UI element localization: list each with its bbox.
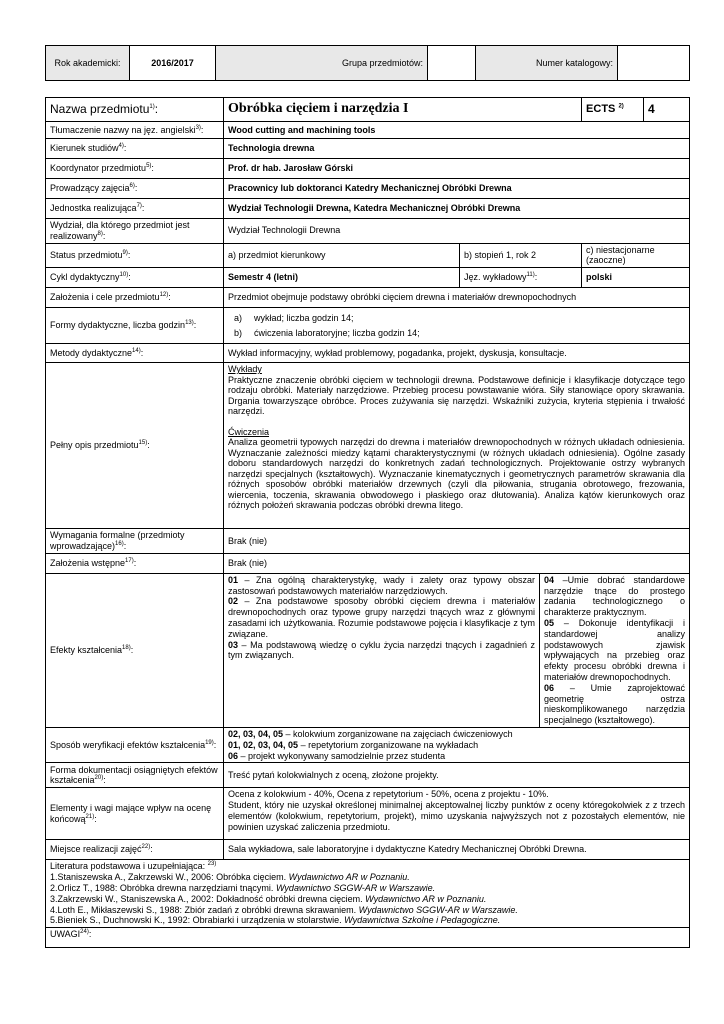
status-c: c) niestacjonarne (zaoczne): [582, 243, 690, 268]
jez-label-cell: Jęz. wykładowy$^{11)}$:: [460, 268, 582, 288]
forma-label-cell: Forma dokumentacji osiągniętych efektów kształcenia$^{20)}$:: [46, 763, 224, 788]
jedn-sup: 7): [136, 203, 142, 210]
lit-text: 1.Staniszewska A., Zakrzewski W., 2006: Obróbka cięciem.: [50, 872, 289, 883]
formy-b-letter: b): [234, 328, 243, 339]
lit-item: [50, 883, 685, 894]
spos-text: – kolokwium zorganizowane na zajęciach ćwiczeniowych: [283, 728, 513, 739]
cykl-label-cell: Cykl dydaktyczny$^{10)}$:: [46, 268, 224, 288]
grupa-value: [428, 46, 476, 81]
efekt-text: – Zna podstawowe sposoby obróbki cięciem drewna i materiałów drewnopochodnych oraz typowe grupy narzędzi tnących wraz z głównymi zasadami ich użytkowania. Rozumie podstawowe pojęcia i klasyfikacje z tym związane.: [228, 596, 535, 639]
lit-pub: Wydawnictwo AR w Poznaniu.: [288, 872, 410, 883]
cykl-sup: 10): [119, 272, 129, 279]
prow-label: Prowadzący zajęcia: [50, 183, 130, 194]
opis-cw-title: Ćwiczenia: [228, 426, 270, 437]
efekt-text: – Zna ogólną charakterystykę, wady i zalety oraz typowy obszar zastosowań podstawowych materiałów narzędziowych.: [228, 574, 535, 596]
opis-cw-text: Analiza geometrii typowych narzędzi do drewna i materiałów drewnopochodnych w różnych układach odniesienia. Wyznaczanie zależności miedzy kątami charakterystycznymi (w różnych układach odniesienia). Ogólne zasady doboru standardowych narzędzi do konkretnych zadań technologicznych. Projektowanie ostrzy wybranych narzędzi specjalnych (kształtowych). Wyznaczanie kinematycznych i geometrycznych parametrów skrawania dla różnych sposobów obróbki materiałów drzewnych (czyli dla piłowania, strugania obrotowego, frezowania, wiercenia, toczenia, skrawania obwodowego i płaskiego oraz dłutowania). Analiza kątów kierunkowych oraz różnych położeń skrawania podczas obróbki drewna litego.: [228, 437, 686, 511]
spos-line: [228, 751, 685, 762]
zalwst-label-cell: Założenia wstępne$^{17)}$:: [46, 553, 224, 573]
lit-text: 3.Zakrzewski W., Staniszewska A., 2002: Dokładność obróbki drewna cięciem.: [50, 893, 366, 904]
metody-value: Wykład informacyjny, wykład problemowy, pogadanka, projekt, dyskusja, konsultacje.: [224, 344, 690, 363]
opis-sup: 15): [138, 440, 148, 447]
lit-item: [50, 915, 685, 926]
efekt-num: 02: [228, 596, 239, 607]
opis-label-cell: Pełny opis przedmiotu$^{15)}$:: [46, 363, 224, 529]
kier-value: Technologia drewna: [224, 139, 690, 159]
uwagi-sup: 24): [80, 929, 89, 936]
wym-label: Wymagania formalne (przedmioty wprowadzające): [50, 530, 185, 551]
forma-sup: 20): [94, 775, 104, 782]
efekt-num: 03: [228, 639, 239, 650]
koord-sup: 5): [146, 163, 152, 170]
prow-sup: 6): [129, 183, 135, 190]
spos-num: 06: [228, 750, 239, 761]
formy-a-letter: a): [234, 313, 243, 324]
grupa-label: Grupa przedmiotów:: [216, 46, 428, 81]
spos-line: [228, 729, 685, 740]
wydz-label: Wydział, dla którego przedmiot jest realizowany: [50, 220, 190, 241]
spos-value-cell: [224, 727, 690, 762]
efekty-right-cell: [540, 573, 690, 727]
lit-item: [50, 894, 685, 905]
formy-sup: 13): [185, 320, 194, 327]
lit-item: [50, 872, 685, 883]
lit-item: [50, 905, 685, 916]
miejsce-label: Miejsce realizacji zajęć: [50, 844, 142, 855]
lit-pub: Wydawnictwo SGGW-AR w Warszawie.: [358, 904, 518, 915]
rok-label: Rok akademicki:: [46, 46, 130, 81]
cykl-value: Semestr 4 (letni): [224, 268, 460, 288]
opis-wyk-text: Praktyczne znaczenie obróbki cięciem w technologii drewna. Podstawowe definicje i klasyfikacje dotyczące tego rodzaju obróbki. Materiały narzędziowe. Przebieg procesu powstawanie wióra. Siły stanowiące opory skrawania. Drgania towarzyszące obróbce. Proces zużywania się narzędzi. Wskaźniki zużycia, kryteria stępienia i trwałość narzędzi.: [228, 374, 686, 417]
ects-label-cell: [582, 98, 644, 122]
lit-pub: Wydawnictwo SGGW-AR w Warszawie.: [275, 882, 436, 893]
tlum-label-cell: Tłumaczenie nazwy na jęz. angielski$^{3)}$:: [46, 122, 224, 139]
jez-value: polski: [582, 268, 690, 288]
lit-label: Literatura podstawowa i uzupełniająca:: [50, 861, 206, 872]
efekt-num: 05: [544, 617, 555, 628]
wydz-label-cell: Wydział, dla którego przedmiot jest realizowany$^{8)}$:: [46, 219, 224, 244]
tlum-value: Wood cutting and machining tools: [224, 122, 690, 139]
forma-label: Forma dokumentacji osiągniętych efektów kształcenia: [50, 764, 218, 786]
koord-value: Prof. dr hab. Jarosław Górski: [224, 159, 690, 179]
metody-label-cell: Metody dydaktyczne$^{14)}$:: [46, 344, 224, 363]
lit-text: 5.Bieniek S., Duchnowski K., 1992: Obrabiarki i urządzenia w stolarstwie.: [50, 915, 345, 926]
elem-sup: 21): [85, 813, 95, 820]
kier-label: Kierunek studiów: [50, 143, 119, 154]
efekt-item: [544, 618, 685, 683]
jedn-value: Wydział Technologii Drewna, Katedra Mechanicznej Obróbki Drewna: [224, 199, 690, 219]
spos-text: – repetytorium zorganizowane na wykładach: [298, 739, 479, 750]
spos-sup: 19): [205, 739, 214, 746]
koord-label: Koordynator przedmiotu: [50, 163, 147, 174]
wym-sup: 16): [115, 540, 124, 547]
efekty-label: Efekty kształcenia: [50, 644, 123, 655]
opis-wyk-title: Wykłady: [228, 364, 262, 375]
efekt-num: 04: [544, 574, 555, 585]
jez-sup: 11): [526, 272, 535, 279]
status-sup: 9): [122, 249, 128, 256]
wym-label-cell: Wymagania formalne (przedmioty wprowadzające)$^{16)}$:: [46, 529, 224, 554]
zalwst-sup: 17): [125, 557, 134, 564]
course-table: [45, 97, 690, 948]
prow-value: Pracownicy lub doktoranci Katedry Mechanicznej Obróbki Drewna: [224, 179, 690, 199]
formy-value-cell: [224, 308, 690, 344]
elem-value-cell: [224, 788, 690, 840]
miejsce-label-cell: Miejsce realizacji zajęć$^{22)}$:: [46, 840, 224, 860]
lit-header: [50, 861, 685, 872]
course-title: Obróbka cięciem i narzędzia I: [224, 98, 582, 122]
efekt-num: 01: [228, 574, 239, 585]
metody-label: Metody dydaktyczne: [50, 347, 133, 358]
nazwa-sup: 1): [149, 104, 155, 111]
numer-value: [618, 46, 690, 81]
efekty-label-cell: Efekty kształcenia$^{18)}$:: [46, 573, 224, 727]
formy-a-text: wykład; liczba godzin 14;: [254, 313, 354, 324]
formy-b-text: ćwiczenia laboratoryjne; liczba godzin 14;: [254, 328, 420, 339]
jez-label: Jęz. wykładowy: [464, 272, 527, 283]
nazwa-label-cell: Nazwa przedmiotu$^{1)}$:: [46, 98, 224, 122]
koord-label-cell: Koordynator przedmiotu$^{5)}$:: [46, 159, 224, 179]
formy-label-cell: Formy dydaktyczne, liczba godzin$^{13)}$:: [46, 308, 224, 344]
efekt-num: 06: [544, 682, 555, 693]
status-a: a) przedmiot kierunkowy: [224, 243, 460, 268]
efekt-item: [228, 640, 535, 662]
wydz-value: Wydział Technologii Drewna: [224, 219, 690, 244]
efekt-text: – Dokonuje identyfikacji i standardowej analizy podstawowych zjawisk wpływających na przebieg oraz efekty procesu obróbki drewna i materiałów drewnopochodnych.: [544, 617, 686, 682]
efekty-left-cell: [224, 573, 540, 727]
opis-value-cell: [224, 363, 690, 529]
formy-item-b: [228, 328, 685, 339]
status-b: b) stopień 1, rok 2: [460, 243, 582, 268]
efekt-item: [544, 683, 685, 726]
elem-label: Elementy i wagi mające wpływ na ocenę końcową: [50, 803, 212, 824]
elem-label-cell: Elementy i wagi mające wpływ na ocenę końcową$^{21)}$:: [46, 788, 224, 840]
lit-cell: [46, 860, 690, 928]
elem-line2: Student, który nie uzyskał określonej minimalnej akceptowalnej liczby punktów z oceny któregokolwiek z z trzech elementów (kolokwium, repetytorium, projekt), mimo uzyskania najwyższych not z pozostałych elementów, nie powinien uzyskać zaliczenia przedmiotu.: [228, 800, 686, 832]
ects-sup: 2): [618, 103, 624, 110]
miejsce-value: Sala wykładowa, sale laboratoryjne i dydaktyczne Katedry Mechanicznej Obróbki Drewna.: [224, 840, 690, 860]
jedn-label-cell: Jednostka realizująca$^{7)}$:: [46, 199, 224, 219]
efekt-item: [544, 575, 685, 618]
formy-item-a: [228, 312, 685, 328]
wydz-sup: 8): [97, 230, 103, 237]
zal-sup: 12): [159, 292, 169, 299]
lit-text: 4.Loth E., Mikłaszewski S., 1988: Zbiór zadań z obróbki drewna skrawaniem.: [50, 904, 359, 915]
ects-value: 4: [644, 98, 690, 122]
tlum-sup: 3): [195, 124, 201, 131]
spos-label-cell: Sposób weryfikacji efektów kształcenia$^{19)}$:: [46, 727, 224, 762]
status-label: Status przedmiotu: [50, 249, 123, 260]
lit-sup: 23): [207, 861, 217, 868]
spos-text: – projekt wykonywany samodzielnie przez studenta: [238, 750, 446, 761]
tlum-label: Tłumaczenie nazwy na jęz. angielski: [50, 124, 196, 135]
miejsce-sup: 22): [141, 844, 151, 851]
ects-label: ECTS: [586, 102, 616, 115]
zal-value: Przedmiot obejmuje podstawy obróbki cięciem drewna i materiałów drewnopochodnych: [224, 288, 690, 308]
metody-sup: 14): [132, 347, 141, 354]
efekt-text: – Ma podstawową wiedzę o cyklu życia narzędzi tnących i zagadnień z tym związanych.: [228, 639, 535, 661]
zal-label-cell: Założenia i cele przedmiotu$^{12)}$:: [46, 288, 224, 308]
kier-sup: 4): [118, 143, 124, 150]
formy-label: Formy dydaktyczne, liczba godzin: [50, 320, 186, 331]
header-table: [45, 45, 690, 81]
nazwa-label: Nazwa przedmiotu: [50, 102, 150, 117]
prow-label-cell: Prowadzący zajęcia$^{6)}$:: [46, 179, 224, 199]
wym-value: Brak (nie): [224, 529, 690, 554]
zalwst-value: Brak (nie): [224, 553, 690, 573]
cykl-label: Cykl dydaktyczny: [50, 272, 120, 283]
spos-label: Sposób weryfikacji efektów kształcenia: [50, 739, 206, 750]
kier-label-cell: Kierunek studiów$^{4)}$:: [46, 139, 224, 159]
uwagi-label: UWAGI: [50, 929, 81, 940]
rok-value: 2016/2017: [130, 46, 216, 81]
lit-text: 2.Orlicz T., 1988: Obróbka drewna narzędziami tnącymi.: [50, 882, 276, 893]
zal-label: Założenia i cele przedmiotu: [50, 292, 160, 303]
efekty-sup: 18): [122, 644, 131, 651]
opis-label: Pełny opis przedmiotu: [50, 440, 139, 451]
forma-value: Treść pytań kolokwialnych z oceną, złożone projekty.: [224, 763, 690, 788]
efekt-item: [228, 596, 535, 639]
jedn-label: Jednostka realizująca: [50, 203, 137, 214]
lit-pub: Wydawnictwa Szkolne i Pedagogiczne.: [344, 915, 501, 926]
uwagi-cell: UWAGI$^{24)}$:: [46, 928, 690, 948]
numer-label: Numer katalogowy:: [476, 46, 618, 81]
elem-line1: Ocena z kolokwium - 40%, Ocena z repetytorium - 50%, ocena z projektu - 10%.: [228, 789, 549, 800]
lit-pub: Wydawnictwo AR w Poznaniu.: [365, 893, 487, 904]
status-label-cell: Status przedmiotu$^{9)}$:: [46, 243, 224, 268]
zalwst-label: Założenia wstępne: [50, 557, 126, 568]
efekt-item: [228, 575, 535, 597]
efekt-text: –Umie dobrać standardowe narzędzie tnące do prostego zadania technologicznego o charakterze praktycznym.: [544, 574, 686, 618]
spos-num: 01, 02, 03, 04, 05: [228, 739, 299, 750]
spos-num: 02, 03, 04, 05: [228, 728, 284, 739]
spos-line: [228, 740, 685, 751]
efekt-text: – Umie zaprojektować geometrię ostrza nieskomplikowanego narzędzia specjalnego (kształtowego).: [544, 682, 686, 726]
